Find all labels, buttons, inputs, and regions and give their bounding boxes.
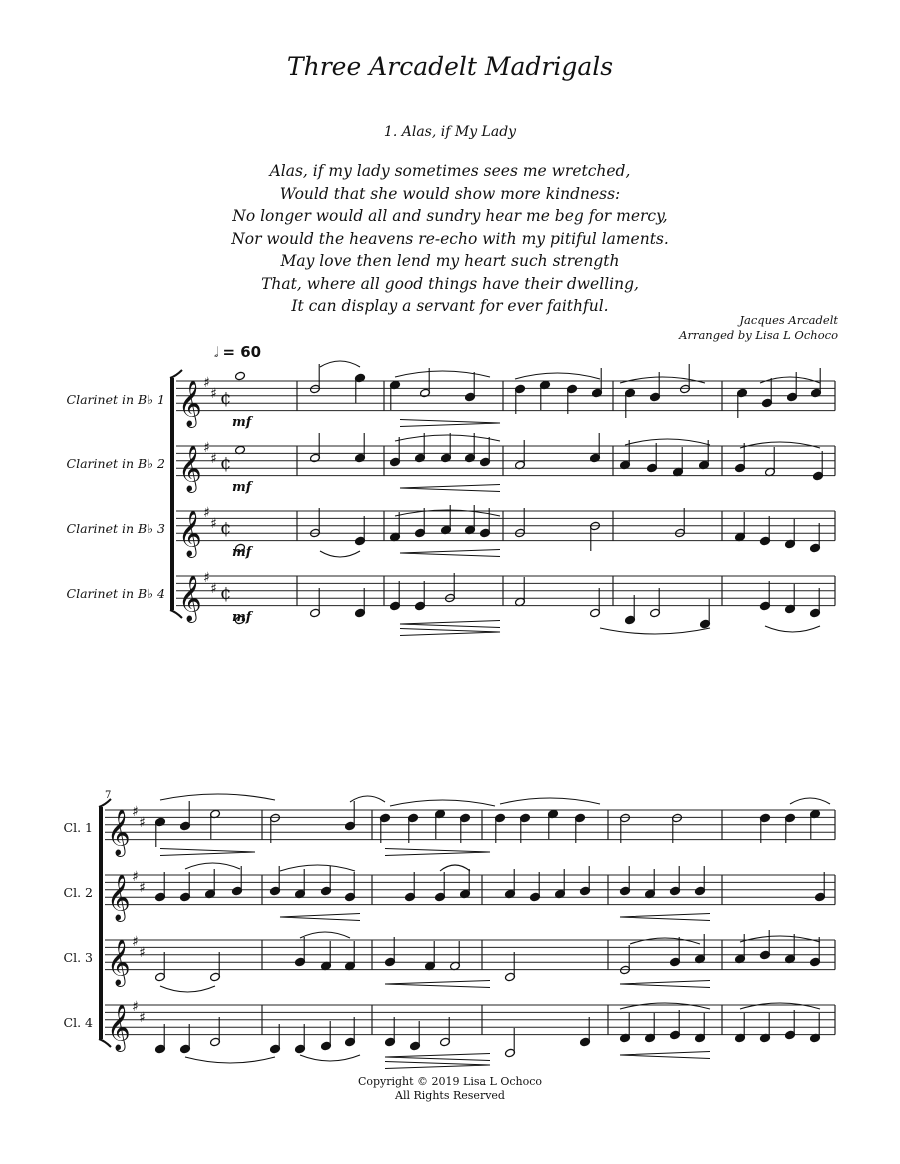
instrument-label: Cl. 4 [63,1015,93,1030]
treble-clef-icon: 𝄞 [107,809,131,856]
instrument-label: Cl. 2 [63,885,93,900]
slur [350,796,385,802]
poem-line: That, where all good things have their dwelling, [261,274,639,293]
sharp-icon: ♯ [210,581,217,597]
crescendo-hairpin [620,1052,710,1059]
copyright-line: Copyright © 2019 Lisa L Ochoco [357,1075,543,1088]
slur [630,938,700,944]
instrument-label: Clarinet in B♭ 2 [66,456,165,471]
slur [740,1003,820,1009]
instrument-label: Clarinet in B♭ 1 [66,392,165,407]
slur [185,1057,275,1063]
slur [300,1055,360,1061]
decrescendo-hairpin [160,849,255,856]
treble-clef-icon: 𝄞 [178,510,202,557]
sharp-icon: ♯ [203,375,210,391]
dynamic-marking: mf [232,480,252,495]
sharp-icon: ♯ [139,815,146,831]
slur [620,377,705,383]
decrescendo-hairpin [400,420,500,427]
bracket-hook [99,799,111,807]
slur [740,936,820,942]
poem-line: No longer would all and sundry hear me beg for mercy, [232,207,668,225]
slur [500,798,600,804]
slur [160,794,275,800]
slur [320,551,360,557]
movement-subtitle: 1. Alas, if My Lady [383,124,517,140]
poem-line: Alas, if my lady sometimes sees me wretched, [269,162,631,180]
cut-time-icon: ¢ [220,388,232,410]
slur [395,371,490,377]
score-title: Three Arcadelt Madrigals [286,52,614,81]
treble-clef-icon: 𝄞 [178,575,202,622]
sharp-icon: ♯ [203,505,210,521]
slur [320,361,360,367]
sharp-icon: ♯ [132,869,139,885]
slur [600,628,710,634]
slur [765,626,820,632]
notehead [235,371,246,381]
sharp-icon: ♯ [210,516,217,532]
treble-clef-icon: 𝄞 [107,939,131,986]
treble-clef-icon: 𝄞 [107,1004,131,1051]
slur [760,377,820,383]
bracket-hook [170,370,182,378]
sharp-icon: ♯ [132,804,139,820]
poem-line: Would that she would show more kindness: [279,184,621,203]
crescendo-hairpin [385,1054,490,1061]
slur [515,373,600,379]
crescendo-hairpin [280,914,360,921]
crescendo-hairpin [400,485,500,492]
sharp-icon: ♯ [210,386,217,402]
dynamic-marking: mf [232,610,252,625]
decrescendo-hairpin [400,629,500,636]
instrument-label: Cl. 1 [63,820,93,835]
sharp-icon: ♯ [139,945,146,961]
treble-clef-icon: 𝄞 [107,874,131,921]
slur [625,439,710,445]
slur [740,442,820,448]
crescendo-hairpin [620,981,710,988]
notehead [235,615,246,625]
sharp-icon: ♯ [132,999,139,1015]
instrument-label: Cl. 3 [63,950,93,965]
slur [300,932,350,938]
slur [395,435,500,441]
poem-line: Nor would the heavens re-echo with my pitiful laments. [231,229,669,248]
slur [280,865,355,871]
half-note-icon: 𝅗𝅥 [214,345,219,361]
cut-time-icon: ¢ [220,518,232,540]
cut-time-icon: ¢ [220,453,232,475]
notehead [235,543,246,553]
slur [620,1003,710,1009]
crescendo-hairpin [400,621,500,628]
poem-line: May love then lend my heart such strength [280,252,620,270]
sharp-icon: ♯ [139,880,146,896]
sharp-icon: ♯ [203,570,210,586]
tempo-value: = 60 [222,343,262,361]
treble-clef-icon: 𝄞 [178,445,202,492]
sharp-icon: ♯ [139,1010,146,1026]
slur [790,798,830,804]
decrescendo-hairpin [385,849,490,856]
cut-time-icon: ¢ [220,583,232,605]
slur [390,800,495,806]
composer-credit: Jacques Arcadelt [739,313,838,327]
sharp-icon: ♯ [210,451,217,467]
crescendo-hairpin [620,914,710,921]
rights-line: All Rights Reserved [395,1089,505,1102]
instrument-label: Clarinet in B♭ 4 [66,586,165,601]
crescendo-hairpin [385,981,490,988]
slur [440,865,470,871]
sharp-icon: ♯ [132,934,139,950]
treble-clef-icon: 𝄞 [178,380,202,427]
measure-number: 7 [105,790,112,801]
dynamic-marking: mf [232,545,252,560]
crescendo-hairpin [400,550,500,557]
instrument-label: Clarinet in B♭ 3 [66,521,165,536]
poem-line: It can display a servant for ever faithful. [291,297,609,315]
slur [185,863,240,869]
slur [160,986,215,992]
decrescendo-hairpin [385,1062,490,1069]
sharp-icon: ♯ [203,440,210,456]
dynamic-marking: mf [232,415,252,430]
arranger-credit: Arranged by Lisa L Ochoco [679,328,838,342]
